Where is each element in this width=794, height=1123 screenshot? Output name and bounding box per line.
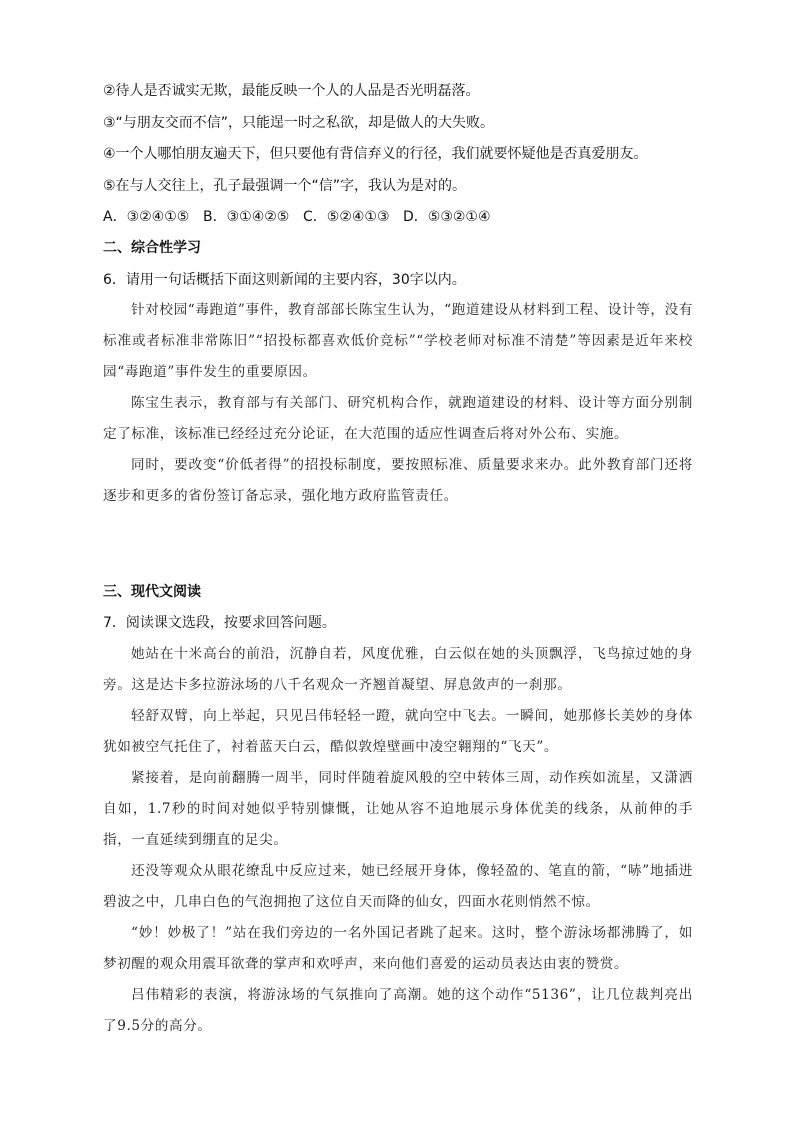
news-paragraph-1: 针对校园“毒跑道”事件，教育部部长陈宝生认为，“跑道建设从材料到工程、设计等，没有标准或者标准非常陈旧”“招投标都喜欢低价竞标”“学校老师对标准不清楚”等因素是近年来校园“毒跑道”事件发生的重要原因。 (103, 302, 694, 380)
statement-4: ④一个人哪怕朋友遍天下，但只要他有背信弃义的行径，我们就要怀疑他是否真爱朋友。 (103, 146, 648, 162)
section-heading-2: 二、综合性学习 (103, 240, 201, 256)
passage-paragraph-2: 轻舒双臂，向上举起，只见吕伟轻轻一蹬，就向空中飞去。一瞬间，她那修长美妙的身体犹如被空气托住了，衬着蓝天白云，酷似敦煌壁画中凌空翱翔的“飞天”。 (103, 708, 693, 755)
option-b: B．③①④②⑤ (203, 209, 290, 225)
option-c: C．⑤②④①③ (303, 209, 390, 225)
statement-5: ⑤在与人交往上，孔子最强调一个“信”字，我认为是对的。 (103, 178, 467, 194)
question-7: 7．阅读课文选段，按要求回答问题。 (103, 615, 336, 631)
passage-paragraph-1: 她站在十米高台的前沿，沉静自若，风度优雅，白云似在她的头顶飘浮，飞鸟掠过她的身旁。这是达卡多拉游泳场的八千名观众一齐翘首凝望、屏息敛声的一刹那。 (103, 646, 693, 693)
statement-3: ③“与朋友交而不信”，只能逞一时之私欲，却是做人的大失败。 (103, 115, 495, 131)
passage-paragraph-5: “妙！妙极了！”站在我们旁边的一名外国记者跳了起来。这时，整个游泳场都沸腾了，如梦初醒的观众用震耳欲聋的掌声和欢呼声，来向他们喜爱的运动员表达由衷的赞赏。 (103, 925, 693, 972)
answer-options (103, 207, 693, 227)
option-a: A．③②④①⑤ (103, 209, 190, 225)
news-paragraph-2: 陈宝生表示，教育部与有关部门、研究机构合作，就跑道建设的材料、设计等方面分别制定了标准，该标准已经经过充分论证，在大范围的适应性调查后将对外公布、实施。 (103, 395, 693, 442)
question-6: 6．请用一句话概括下面这则新闻的主要内容，30字以内。 (103, 272, 466, 288)
passage-paragraph-3: 紧接着，是向前翻腾一周半，同时伴随着旋风般的空中转体三周，动作疾如流星，又潇洒自如，1.7秒的时间对她似乎特别慷慨，让她从容不迫地展示身体优美的线条，从前伸的手指，一直延续到绷直的足尖。 (103, 770, 693, 848)
statement-2: ②待人是否诚实无欺，最能反映一个人的人品是否光明磊落。 (103, 83, 480, 99)
passage-paragraph-4: 还没等观众从眼花缭乱中反应过来，她已经展开身体，像轻盈的、笔直的箭，“哧”地插进碧波之中，几串白色的气泡拥抱了这位自天而降的仙女，四面水花则悄然不惊。 (103, 863, 693, 910)
option-d: D．⑤③②①④ (403, 209, 491, 225)
passage-paragraph-6: 吕伟精彩的表演，将游泳场的气氛推向了高潮。她的这个动作“5136”，让几位裁判亮出了9.5分的高分。 (103, 987, 693, 1034)
section-heading-3: 三、现代文阅读 (103, 584, 201, 600)
news-paragraph-3: 同时，要改变“价低者得”的招投标制度，要按照标准、质量要求来办。此外教育部门还将逐步和更多的省份签订备忘录，强化地方政府监管责任。 (103, 457, 693, 504)
